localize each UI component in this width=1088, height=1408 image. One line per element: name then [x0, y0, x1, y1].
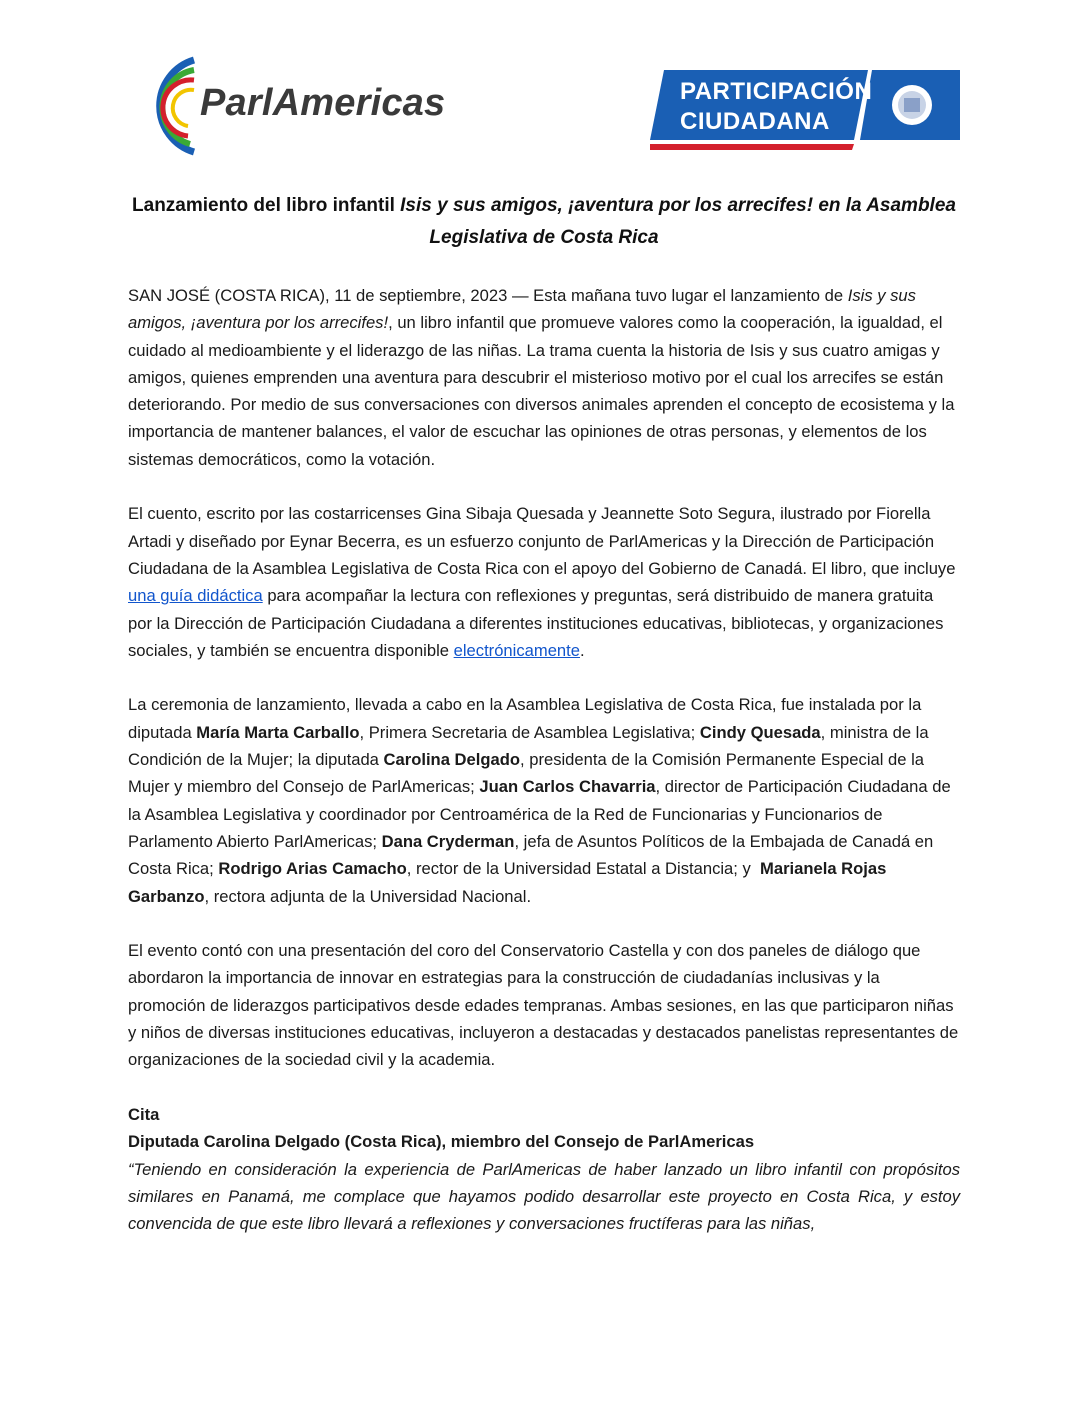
intro-text-a: SAN JOSÉ (COSTA RICA), 11 de septiembre, 2023 — Esta mañana tuvo lugar el lanzamiento de — [128, 286, 848, 305]
title-part-regular: Lanzamiento del libro infantil — [132, 195, 401, 216]
document-title — [128, 190, 960, 254]
name-bold: Juan Carlos Chavarria — [479, 777, 656, 797]
cita-section — [128, 1101, 960, 1237]
name-bold: Dana Cryderman — [381, 831, 515, 851]
book-title-italic: Isis y sus amigos, ¡aventura por los arrecifes! — [128, 286, 916, 333]
title-part-italic: Isis y sus amigos, ¡aventura por los arrecifes! en la Asamblea Legislativa de Costa Rica — [400, 195, 956, 248]
paragraph-event: El evento contó con una presentación del coro del Conservatorio Castella y con dos paneles de diálogo que abordaron la importancia de innovar en estrategias para la construcción de ciudadanías inclusivas y la promoción de liderazgos participativos desde edades tempranas. Ambas sesiones, en las que participaron niñas y niños de diversas instituciones educativas, incluyeron a destacadas y destacados panelistas representantes de organizaciones de la sociedad civil y la academia. — [128, 941, 959, 1070]
ceremony-text: , rector de la Universidad Estatal a Distancia; y — [406, 859, 761, 879]
name-bold: María Marta Carballo — [196, 722, 360, 742]
logo-line-participacion: PARTICIPACIÓN — [680, 78, 873, 105]
name-bold: Rodrigo Arias Camacho — [218, 859, 407, 879]
paragraph-book-details — [128, 500, 960, 664]
ceremony-text: , ministra de la Condición de la Mujer; la diputada — [128, 722, 929, 770]
cita-quote: “Teniendo en consideración la experiencia de ParlAmericas de haber lanzado un libro infantil con propósitos similares en Panamá, me complace que hayamos podido desarrollar este proyecto en Costa Rica, y estoy convencida de que este libro llevará a reflexiones y conversaciones fructíferas para las niñas, — [128, 1159, 960, 1234]
paragraph-ceremony — [128, 691, 960, 909]
guia-didactica-link[interactable]: una guía didáctica — [128, 586, 263, 606]
parlamericas-logo — [132, 56, 472, 156]
details-text-c: . — [580, 640, 585, 660]
ceremony-text: La ceremonia de lanzamiento, llevada a cabo en la Asamblea Legislativa de Costa Rica, fue instalada por la diputada — [128, 695, 922, 742]
cita-speaker: Diputada Carolina Delgado (Costa Rica), miembro del Consejo de ParlAmericas — [128, 1132, 755, 1152]
name-bold: Marianela Rojas Garbanzo — [128, 859, 887, 906]
ceremony-text: , jefa de Asuntos Políticos de la Embajada de Canadá en Costa Rica; — [128, 831, 934, 879]
intro-text-c: , un libro infantil que promueve valores como la cooperación, la igualdad, el cuidado al medioambiente y el liderazgo de las niñas. La trama cuenta la historia de Isis y sus cuatro amigas y amigos, quienes emprenden una aventura para descubrir el misterioso motivo por el cual los arrecifes se están deteriorando. Por medio de sus conversaciones con diversos animales aprenden el concepto de ecosistema y la importancia de mantener balances, el valor de escuchar las opiniones de otras personas, y elementos de los sistemas democráticos, como la votación. — [128, 313, 955, 469]
name-bold: Carolina Delgado — [383, 750, 520, 770]
ceremony-text: , director de Participación Ciudadana de la Asamblea Legislativa y coordinador por Centroamérica de la Red de Funcionarias y Funcionarios de Parlamento Abierto ParlAmericas; — [128, 777, 951, 851]
cita-heading: Cita — [128, 1104, 160, 1124]
participacion-ciudadana-logo — [650, 70, 960, 156]
details-text-b: para acompañar la lectura con reflexiones y preguntas, será distribuido de manera gratuita por la Dirección de Participación Ciudadana a diferentes instituciones educativas, bibliotecas, y organizaciones sociales, y también se encuentra disponible — [128, 586, 944, 660]
name-bold: Cindy Quesada — [699, 722, 821, 742]
ceremony-text: , presidenta de la Comisión Permanente Especial de la Mujer y miembro del Consejo de ParlAmericas; — [128, 750, 925, 797]
details-text-a: El cuento, escrito por las costarricenses Gina Sibaja Quesada y Jeannette Soto Segura, ilustrado por Fiorella Artadi y diseñado por Eynar Becerra, es un esfuerzo conjunto de ParlAmericas y la Dirección de Participación Ciudadana de la Asamblea Legislativa de Costa Rica con el apoyo del Gobierno de Canadá. El libro, que incluye — [128, 504, 956, 578]
electronicamente-link[interactable]: electrónicamente — [453, 640, 580, 660]
document-body — [128, 282, 960, 1237]
ceremony-text: , Primera Secretaria de Asamblea Legislativa; — [359, 722, 700, 742]
paragraph-intro — [128, 282, 960, 473]
parlamericas-wordmark: ParlAmericas — [200, 82, 446, 124]
ceremony-text: , rectora adjunta de la Universidad Nacional. — [204, 886, 532, 906]
logo-line-ciudadana: CIUDADANA — [680, 108, 830, 135]
